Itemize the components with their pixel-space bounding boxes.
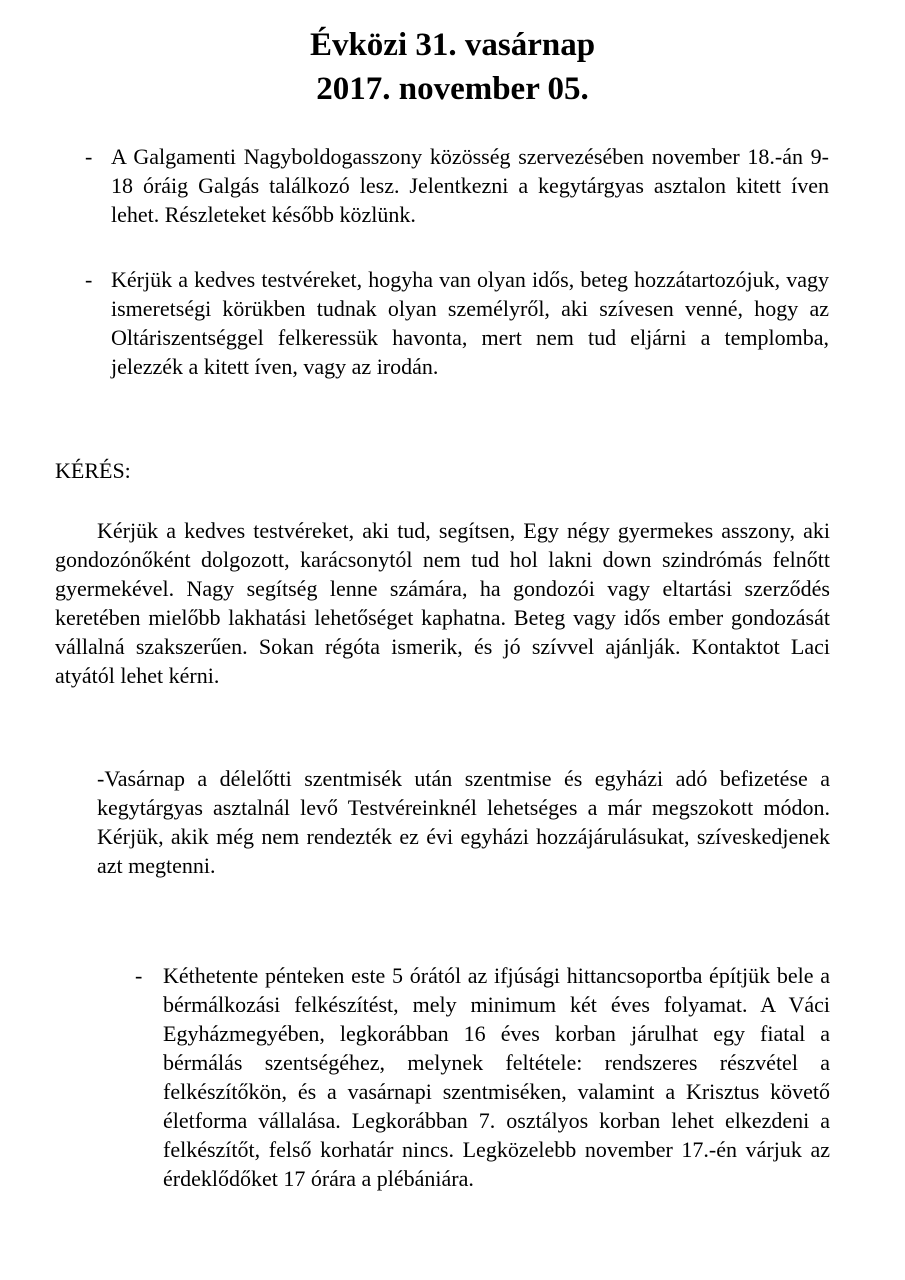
request-body: Kérjük a kedves testvéreket, aki tud, segítsen, Egy négy gyermekes asszony, aki gondozónőként dolgozott, karácsonytól nem tud hol lakni down szindrómás felnőtt gyermekével. Nagy segítség lenne számára, ha gondozói vagy eltartási szerződés keretében mielőbb lakhatási lehetőséget kaphatna. Beteg vagy idős ember gondozását vállalná szakszerűen. Sokan régóta ismerik, és jó szívvel ajánlják. Kontaktot Laci atyától lehet kérni. <box>55 518 830 688</box>
title-date: 2017. november 05. <box>316 71 589 107</box>
request-heading: KÉRÉS: <box>55 458 131 483</box>
announcement-confirmation-prep: Kéthetente pénteken este 5 órától az ifjúsági hittancsoportba építjük bele a bérmálkozási felkészítést, mely minimum két éves folyamat. A Váci Egyházmegyében, legkorábban 16 éves korban járulhat egy fiatal a bérmálás szentségéhez, melynek feltétele: rendszeres részvétel a felkészítőkön, és a vasárnapi szentmiséken, valamint a Krisztus követő életforma vállalása. Legkorábban 7. osztályos korban lehet elkezdeni a felkészítőt, felső korhatár nincs. Legközelebb november 17.-én várjuk az érdeklődőket 17 órára a plébániára. <box>163 963 830 1191</box>
bullet-dash: - <box>85 144 93 169</box>
announcement-eucharist-visit: Kérjük a kedves testvéreket, hogyha van olyan idős, beteg hozzátartozójuk, vagy ismeretségi körükben tudnak olyan személyről, aki szívesen venné, hogy az Oltáriszentséggel felkeressük havonta, mert nem tud eljárni a templomba, jelezzék a kitett íven, vagy az irodán. <box>111 267 829 379</box>
announcement-church-tax: -Vasárnap a délelőtti szentmisék után szentmise és egyházi adó befizetése a kegytárgyas asztalnál levő Testvéreinknél lehetséges a már megszokott módon. Kérjük, akik még nem rendezték ez évi egyházi hozzájárulásukat, szíveskedjenek azt megtenni. <box>97 766 830 878</box>
announcement-galgas-meeting: A Galgamenti Nagyboldogasszony közösség szervezésében november 18.-án 9-18 óráig Galgás találkozó lesz. Jelentkezni a kegytárgyas asztalon kitett íven lehet. Részleteket később közlünk. <box>111 144 829 227</box>
bullet-dash: - <box>135 963 143 988</box>
bullet-dash: - <box>85 267 93 292</box>
title-sunday: Évközi 31. vasárnap <box>309 27 596 63</box>
